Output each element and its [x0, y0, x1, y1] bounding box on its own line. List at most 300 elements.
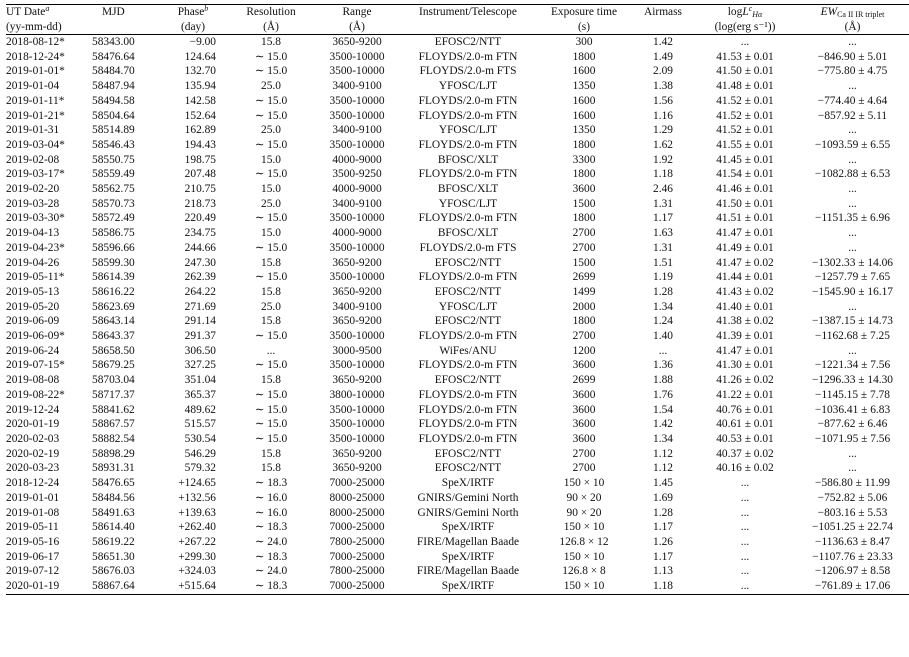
- cell-equivalent-width: −1257.79 ± 7.65: [814, 271, 891, 284]
- cell-resolution: 15.8: [261, 315, 281, 328]
- cell-luminosity: 41.49 ± 0.01: [716, 241, 774, 254]
- cell-equivalent-width: ...: [848, 344, 857, 357]
- cell-resolution: ∼ 15.0: [254, 212, 288, 225]
- cell-airmass: 1.63: [653, 227, 673, 240]
- cell-phase: 207.48: [184, 168, 216, 181]
- cell-mjd: 58599.30: [92, 256, 135, 269]
- cell-instrument: EFOSC2/NTT: [434, 462, 502, 475]
- header-airmass: Airmass: [632, 5, 694, 20]
- header-luminosity: logL$^c_{H\alpha}$: [694, 5, 796, 20]
- cell-resolution: ∼ 24.0: [254, 535, 288, 548]
- cell-exposure: 1600: [572, 94, 596, 107]
- cell-luminosity: 41.30 ± 0.01: [716, 359, 774, 372]
- cell-resolution: ∼ 15.0: [254, 50, 288, 63]
- header-ut-date: UT Date$^a$: [6, 5, 92, 20]
- cell-ut-date: 2019-01-08: [6, 506, 60, 519]
- cell-instrument: FLOYDS/2.0-m FTN: [418, 212, 518, 225]
- cell-luminosity: 41.44 ± 0.01: [716, 271, 774, 284]
- table-row: [6, 447, 909, 462]
- cell-ut-date: 2019-01-11*: [6, 94, 65, 107]
- cell-luminosity: 41.43 ± 0.02: [716, 285, 774, 298]
- cell-resolution: ∼ 15.0: [254, 65, 288, 78]
- cell-equivalent-width: −1036.41 ± 6.83: [814, 403, 891, 416]
- cell-ut-date: 2019-05-16: [6, 535, 60, 548]
- cell-airmass: 1.40: [653, 330, 673, 343]
- cell-airmass: 1.31: [653, 241, 673, 254]
- cell-exposure: 3600: [572, 432, 596, 445]
- cell-mjd: 58703.04: [92, 374, 135, 387]
- cell-mjd: 58616.22: [92, 285, 135, 298]
- cell-phase: +124.65: [178, 477, 216, 490]
- cell-resolution: ∼ 15.0: [254, 432, 288, 445]
- cell-instrument: SpeX/IRTF: [441, 550, 495, 563]
- unit-airmass: [632, 20, 694, 35]
- cell-resolution: ...: [266, 344, 276, 357]
- cell-range: 3650-9200: [332, 285, 382, 298]
- cell-equivalent-width: −1145.15 ± 7.78: [815, 388, 890, 401]
- cell-equivalent-width: ...: [848, 153, 857, 166]
- cell-luminosity: 41.22 ± 0.01: [716, 388, 774, 401]
- cell-equivalent-width: −586.80 ± 11.99: [815, 477, 890, 490]
- cell-airmass: 1.12: [653, 447, 673, 460]
- cell-mjd: 58931.31: [92, 462, 135, 475]
- cell-range: 3400-9100: [332, 124, 382, 137]
- table-body: [6, 35, 909, 595]
- cell-equivalent-width: −1071.95 ± 7.56: [814, 432, 891, 445]
- cell-equivalent-width: −761.89 ± 17.06: [796, 579, 909, 594]
- cell-instrument: GNIRS/Gemini North: [417, 506, 519, 519]
- cell-phase: 579.32: [184, 462, 216, 475]
- cell-range: 3500-10000: [329, 271, 385, 284]
- cell-range: 3400-9100: [332, 80, 382, 93]
- cell-phase: +324.03: [178, 565, 216, 578]
- cell-exposure: 2000: [572, 300, 596, 313]
- cell-exposure: 2700: [572, 447, 596, 460]
- cell-airmass: 2.09: [653, 65, 673, 78]
- cell-phase: 198.75: [184, 153, 216, 166]
- cell-mjd: 58491.63: [92, 506, 135, 519]
- cell-instrument: EFOSC2/NTT: [434, 315, 502, 328]
- cell-equivalent-width: −1206.97 ± 8.58: [814, 565, 891, 578]
- cell-instrument: EFOSC2/NTT: [434, 36, 502, 48]
- cell-resolution: 15.8: [261, 447, 281, 460]
- cell-resolution: 25.0: [261, 300, 281, 313]
- cell-phase: 218.73: [184, 197, 216, 210]
- unit-ut-date: (yy-mm-dd): [6, 20, 92, 35]
- table-row: [6, 241, 909, 256]
- table-row: [6, 270, 909, 285]
- cell-mjd: 58487.94: [92, 80, 135, 93]
- cell-equivalent-width: −1221.34 ± 7.56: [814, 359, 891, 372]
- cell-airmass: 1.28: [653, 506, 673, 519]
- table-row: [6, 79, 909, 94]
- cell-mjd: 58504.64: [92, 109, 135, 122]
- cell-mjd: 58570.73: [92, 197, 135, 210]
- cell-luminosity: 41.52 ± 0.01: [716, 124, 774, 137]
- cell-range: 3650-9200: [332, 462, 382, 475]
- cell-mjd: 58619.22: [92, 535, 135, 548]
- cell-airmass: 1.51: [653, 256, 673, 269]
- cell-ut-date: 2019-06-24: [6, 344, 60, 357]
- cell-luminosity: 41.52 ± 0.01: [716, 94, 774, 107]
- cell-phase: +262.40: [178, 521, 216, 534]
- cell-equivalent-width: −1051.25 ± 22.74: [811, 521, 894, 534]
- table-row: [6, 35, 909, 50]
- cell-range: 3500-10000: [329, 403, 385, 416]
- table-row: [6, 256, 909, 271]
- cell-airmass: 1.62: [653, 138, 673, 151]
- cell-resolution: ∼ 16.0: [254, 506, 288, 519]
- table-row: [6, 358, 909, 373]
- cell-luminosity: ...: [740, 491, 750, 504]
- cell-mjd: 58614.39: [92, 271, 135, 284]
- cell-exposure: 3300: [572, 153, 596, 166]
- cell-range: 4000-9000: [332, 227, 382, 240]
- table-row: [6, 403, 909, 418]
- table-row: [6, 388, 909, 403]
- cell-airmass: 1.49: [653, 50, 673, 63]
- cell-ut-date: 2019-01-04: [6, 80, 60, 93]
- cell-resolution: 15.8: [261, 462, 281, 475]
- cell-mjd: 58572.49: [92, 212, 135, 225]
- cell-exposure: 1350: [572, 80, 596, 93]
- cell-equivalent-width: ...: [848, 124, 857, 137]
- cell-instrument: YFOSC/LJT: [438, 124, 498, 137]
- cell-range: 7000-25000: [314, 579, 400, 594]
- cell-mjd: 58476.64: [92, 50, 135, 63]
- cell-exposure: 150 × 10: [563, 521, 605, 534]
- cell-instrument: FLOYDS/2.0-m FTN: [418, 138, 518, 151]
- cell-luminosity: ...: [740, 535, 750, 548]
- cell-range: 3500-10000: [329, 94, 385, 107]
- header-instrument: Instrument/Telescope: [400, 5, 536, 20]
- table-row: [6, 461, 909, 476]
- cell-resolution: ∼ 15.0: [254, 241, 288, 254]
- cell-mjd: 58586.75: [92, 227, 135, 240]
- table-row: [6, 226, 909, 241]
- header-equivalent-width: $EW_{Ca II IR triplet}$: [796, 5, 909, 20]
- cell-mjd: 58882.54: [92, 432, 135, 445]
- cell-luminosity: 41.47 ± 0.02: [716, 256, 774, 269]
- cell-instrument: FLOYDS/2.0-m FTN: [418, 271, 518, 284]
- cell-airmass: 1.34: [653, 300, 673, 313]
- cell-resolution: 15.8: [261, 36, 281, 48]
- cell-resolution: ∼ 18.3: [254, 477, 288, 490]
- cell-phase: 194.43: [184, 138, 216, 151]
- cell-exposure: 150 × 10: [563, 477, 605, 490]
- cell-instrument: FLOYDS/2.0-m FTN: [418, 359, 518, 372]
- cell-mjd: 58559.49: [92, 168, 135, 181]
- table-row: [6, 211, 909, 226]
- cell-equivalent-width: ...: [848, 462, 857, 475]
- cell-exposure: 3600: [572, 418, 596, 431]
- cell-equivalent-width: −1387.15 ± 14.73: [811, 315, 894, 328]
- cell-phase: 306.50: [184, 344, 216, 357]
- cell-equivalent-width: −752.82 ± 5.06: [817, 491, 888, 504]
- cell-airmass: 1.42: [653, 36, 673, 48]
- cell-resolution: ∼ 15.0: [254, 418, 288, 431]
- cell-resolution: ∼ 15.0: [254, 271, 288, 284]
- cell-instrument: SpeX/IRTF: [441, 477, 495, 490]
- cell-range: 3500-10000: [329, 241, 385, 254]
- cell-luminosity: ...: [740, 477, 750, 490]
- cell-range: 8000-25000: [329, 491, 385, 504]
- cell-airmass: 1.17: [653, 550, 673, 563]
- cell-airmass: 1.29: [653, 124, 673, 137]
- cell-resolution: 25.0: [261, 197, 281, 210]
- cell-range: 3400-9100: [332, 300, 382, 313]
- unit-range: (Å): [314, 20, 400, 35]
- cell-equivalent-width: −1136.63 ± 8.47: [815, 535, 890, 548]
- cell-ut-date: 2018-12-24*: [6, 50, 65, 63]
- cell-instrument: FLOYDS/2.0-m FTN: [418, 330, 518, 343]
- cell-ut-date: 2020-01-19: [6, 418, 60, 431]
- cell-exposure: 126.8 × 8: [562, 565, 606, 578]
- cell-luminosity: 40.16 ± 0.02: [716, 462, 774, 475]
- cell-airmass: 1.38: [653, 80, 673, 93]
- cell-ut-date: 2020-03-23: [6, 462, 60, 475]
- cell-range: 3400-9100: [332, 197, 382, 210]
- cell-instrument: FLOYDS/2.0-m FTN: [418, 432, 518, 445]
- cell-luminosity: 41.52 ± 0.01: [716, 109, 774, 122]
- header-resolution: Resolution: [228, 5, 314, 20]
- cell-range: 8000-25000: [329, 506, 385, 519]
- cell-exposure: 3600: [572, 359, 596, 372]
- cell-exposure: 1350: [572, 124, 596, 137]
- table-row: [6, 153, 909, 168]
- cell-phase: +267.22: [178, 535, 216, 548]
- cell-airmass: 1.19: [653, 271, 673, 284]
- cell-resolution: ∼ 15.0: [254, 168, 288, 181]
- cell-range: 3500-10000: [329, 418, 385, 431]
- cell-instrument: FLOYDS/2.0-m FTN: [418, 418, 518, 431]
- cell-instrument: EFOSC2/NTT: [434, 256, 502, 269]
- cell-mjd: 58623.69: [92, 300, 135, 313]
- cell-luminosity: 40.37 ± 0.02: [716, 447, 774, 460]
- cell-luminosity: ...: [740, 550, 750, 563]
- cell-exposure: 2699: [572, 271, 596, 284]
- cell-phase: 210.75: [184, 183, 216, 196]
- cell-phase: +139.63: [178, 506, 216, 519]
- cell-airmass: 1.16: [653, 109, 673, 122]
- cell-instrument: SpeX/IRTF: [441, 521, 495, 534]
- cell-luminosity: 41.50 ± 0.01: [716, 65, 774, 78]
- cell-exposure: 3600: [572, 183, 596, 196]
- cell-ut-date: 2019-06-17: [6, 550, 60, 563]
- cell-ut-date: 2019-01-01*: [6, 65, 65, 78]
- cell-exposure: 2700: [572, 462, 596, 475]
- cell-luminosity: 41.45 ± 0.01: [716, 153, 774, 166]
- table-row: [6, 94, 909, 109]
- cell-instrument: YFOSC/LJT: [438, 300, 498, 313]
- cell-luminosity: 41.38 ± 0.02: [716, 315, 774, 328]
- cell-phase: 135.94: [184, 80, 216, 93]
- cell-luminosity: ...: [740, 565, 750, 578]
- cell-airmass: 1.17: [653, 521, 673, 534]
- cell-mjd: 58898.29: [92, 447, 135, 460]
- cell-equivalent-width: ...: [848, 300, 857, 313]
- cell-ut-date: 2019-04-26: [6, 256, 60, 269]
- cell-range: 3650-9200: [332, 256, 382, 269]
- cell-resolution: ∼ 15.0: [254, 359, 288, 372]
- cell-equivalent-width: −1162.68 ± 7.25: [815, 330, 890, 343]
- cell-mjd: 58643.37: [92, 330, 135, 343]
- cell-ut-date: 2020-02-03: [6, 432, 60, 445]
- units-row: [6, 20, 909, 35]
- cell-airmass: 1.69: [653, 491, 673, 504]
- cell-exposure: 150 × 10: [536, 579, 632, 594]
- cell-range: 4000-9000: [332, 183, 382, 196]
- cell-phase: 142.58: [184, 94, 216, 107]
- cell-equivalent-width: −803.16 ± 5.53: [817, 506, 888, 519]
- cell-exposure: 1800: [572, 315, 596, 328]
- cell-equivalent-width: ...: [848, 36, 857, 48]
- cell-range: 3500-10000: [329, 330, 385, 343]
- cell-range: 3500-10000: [329, 432, 385, 445]
- cell-range: 3500-9250: [332, 168, 382, 181]
- cell-ut-date: 2019-06-09: [6, 315, 60, 328]
- cell-instrument: FLOYDS/2.0-m FTN: [418, 94, 518, 107]
- cell-luminosity: 41.39 ± 0.01: [716, 330, 774, 343]
- table-row: [6, 197, 909, 212]
- cell-phase: 291.37: [184, 330, 216, 343]
- cell-luminosity: ...: [740, 36, 750, 48]
- cell-exposure: 1500: [572, 256, 596, 269]
- cell-phase: 365.37: [184, 388, 216, 401]
- cell-resolution: ∼ 16.0: [254, 491, 288, 504]
- cell-exposure: 1800: [572, 50, 596, 63]
- cell-ut-date: 2020-01-19: [6, 579, 92, 594]
- table-row: [6, 550, 909, 565]
- table-row: [6, 138, 909, 153]
- cell-luminosity: 41.54 ± 0.01: [716, 168, 774, 181]
- cell-mjd: 58476.65: [92, 477, 135, 490]
- cell-range: 3500-10000: [329, 65, 385, 78]
- cell-phase: +132.56: [178, 491, 216, 504]
- cell-phase: 530.54: [184, 432, 216, 445]
- cell-airmass: 1.76: [653, 388, 673, 401]
- cell-exposure: 126.8 × 12: [559, 535, 609, 548]
- cell-luminosity: ...: [740, 521, 750, 534]
- cell-phase: 327.25: [184, 359, 216, 372]
- cell-airmass: 1.31: [653, 197, 673, 210]
- header-range: Range: [314, 5, 400, 20]
- cell-phase: +299.30: [178, 550, 216, 563]
- cell-instrument: FLOYDS/2.0-m FTN: [418, 109, 518, 122]
- cell-ut-date: 2019-05-20: [6, 300, 60, 313]
- cell-exposure: 2700: [572, 330, 596, 343]
- table-row: [6, 300, 909, 315]
- cell-exposure: 1200: [572, 344, 596, 357]
- cell-airmass: 1.24: [653, 315, 673, 328]
- cell-luminosity: 41.47 ± 0.01: [716, 227, 774, 240]
- cell-resolution: ∼ 18.3: [254, 521, 288, 534]
- cell-instrument: YFOSC/LJT: [438, 197, 498, 210]
- cell-ut-date: 2019-02-08: [6, 153, 60, 166]
- cell-mjd: 58614.40: [92, 521, 135, 534]
- cell-range: 3000-9500: [332, 344, 382, 357]
- cell-resolution: 15.8: [261, 374, 281, 387]
- cell-instrument: FLOYDS/2.0-m FTS: [419, 65, 517, 78]
- cell-ut-date: 2019-06-09*: [6, 330, 65, 343]
- cell-ut-date: 2019-04-13: [6, 227, 60, 240]
- table-row: [6, 123, 909, 138]
- cell-instrument: FLOYDS/2.0-m FTN: [418, 403, 518, 416]
- cell-resolution: 15.0: [261, 183, 281, 196]
- cell-luminosity: 40.76 ± 0.01: [716, 403, 774, 416]
- cell-equivalent-width: −774.40 ± 4.64: [817, 94, 888, 107]
- cell-airmass: 1.56: [653, 94, 673, 107]
- cell-exposure: 1600: [572, 65, 596, 78]
- cell-exposure: 1499: [572, 285, 596, 298]
- cell-equivalent-width: ...: [848, 227, 857, 240]
- table-row: [6, 314, 909, 329]
- cell-mjd: 58717.37: [92, 388, 135, 401]
- cell-instrument: FIRE/Magellan Baade: [416, 565, 520, 578]
- cell-exposure: 1800: [572, 138, 596, 151]
- cell-resolution: 15.8: [261, 256, 281, 269]
- cell-phase: 351.04: [184, 374, 216, 387]
- cell-ut-date: 2019-05-13: [6, 285, 60, 298]
- unit-instrument: [400, 20, 536, 35]
- cell-phase: 152.64: [184, 109, 216, 122]
- table-row: [6, 109, 909, 124]
- cell-phase: 234.75: [184, 227, 216, 240]
- cell-ut-date: 2019-04-23*: [6, 241, 65, 254]
- table-row: [6, 579, 909, 594]
- table-row: [6, 182, 909, 197]
- cell-equivalent-width: −1151.35 ± 6.96: [815, 212, 890, 225]
- cell-luminosity: ...: [740, 506, 750, 519]
- cell-airmass: 2.46: [653, 183, 673, 196]
- table-row: [6, 50, 909, 65]
- unit-mjd: [92, 20, 158, 35]
- cell-resolution: ∼ 24.0: [254, 565, 288, 578]
- cell-ut-date: 2019-01-31: [6, 124, 60, 137]
- cell-phase: 124.64: [184, 50, 216, 63]
- table-row: [6, 64, 909, 79]
- cell-resolution: ∼ 15.0: [254, 403, 288, 416]
- cell-range: 3500-10000: [329, 109, 385, 122]
- table-row: [6, 167, 909, 182]
- cell-resolution: 25.0: [261, 124, 281, 137]
- cell-range: 7800-25000: [329, 535, 385, 548]
- cell-instrument: FLOYDS/2.0-m FTN: [418, 50, 518, 63]
- cell-exposure: 1500: [572, 197, 596, 210]
- cell-ut-date: 2019-01-21*: [6, 109, 65, 122]
- cell-resolution: ∼ 15.0: [254, 109, 288, 122]
- cell-equivalent-width: ...: [848, 80, 857, 93]
- cell-phase: 515.57: [184, 418, 216, 431]
- cell-range: 3800-10000: [329, 388, 385, 401]
- cell-airmass: 1.17: [653, 212, 673, 225]
- cell-range: 7000-25000: [329, 550, 385, 563]
- cell-mjd: 58484.56: [92, 491, 135, 504]
- cell-instrument: FLOYDS/2.0-m FTN: [418, 168, 518, 181]
- cell-range: 3650-9200: [332, 315, 382, 328]
- cell-ut-date: 2019-02-20: [6, 183, 60, 196]
- cell-mjd: 58841.62: [92, 403, 135, 416]
- cell-luminosity: 40.61 ± 0.01: [716, 418, 774, 431]
- header-phase: Phase$^b$: [158, 5, 228, 20]
- cell-ut-date: 2019-01-01: [6, 491, 60, 504]
- cell-instrument: GNIRS/Gemini North: [417, 491, 519, 504]
- cell-equivalent-width: −1545.90 ± 16.17: [811, 285, 894, 298]
- cell-mjd: 58658.50: [92, 344, 135, 357]
- header-exposure: Exposure time: [536, 5, 632, 20]
- cell-phase: −9.00: [189, 36, 216, 48]
- cell-instrument: EFOSC2/NTT: [434, 374, 502, 387]
